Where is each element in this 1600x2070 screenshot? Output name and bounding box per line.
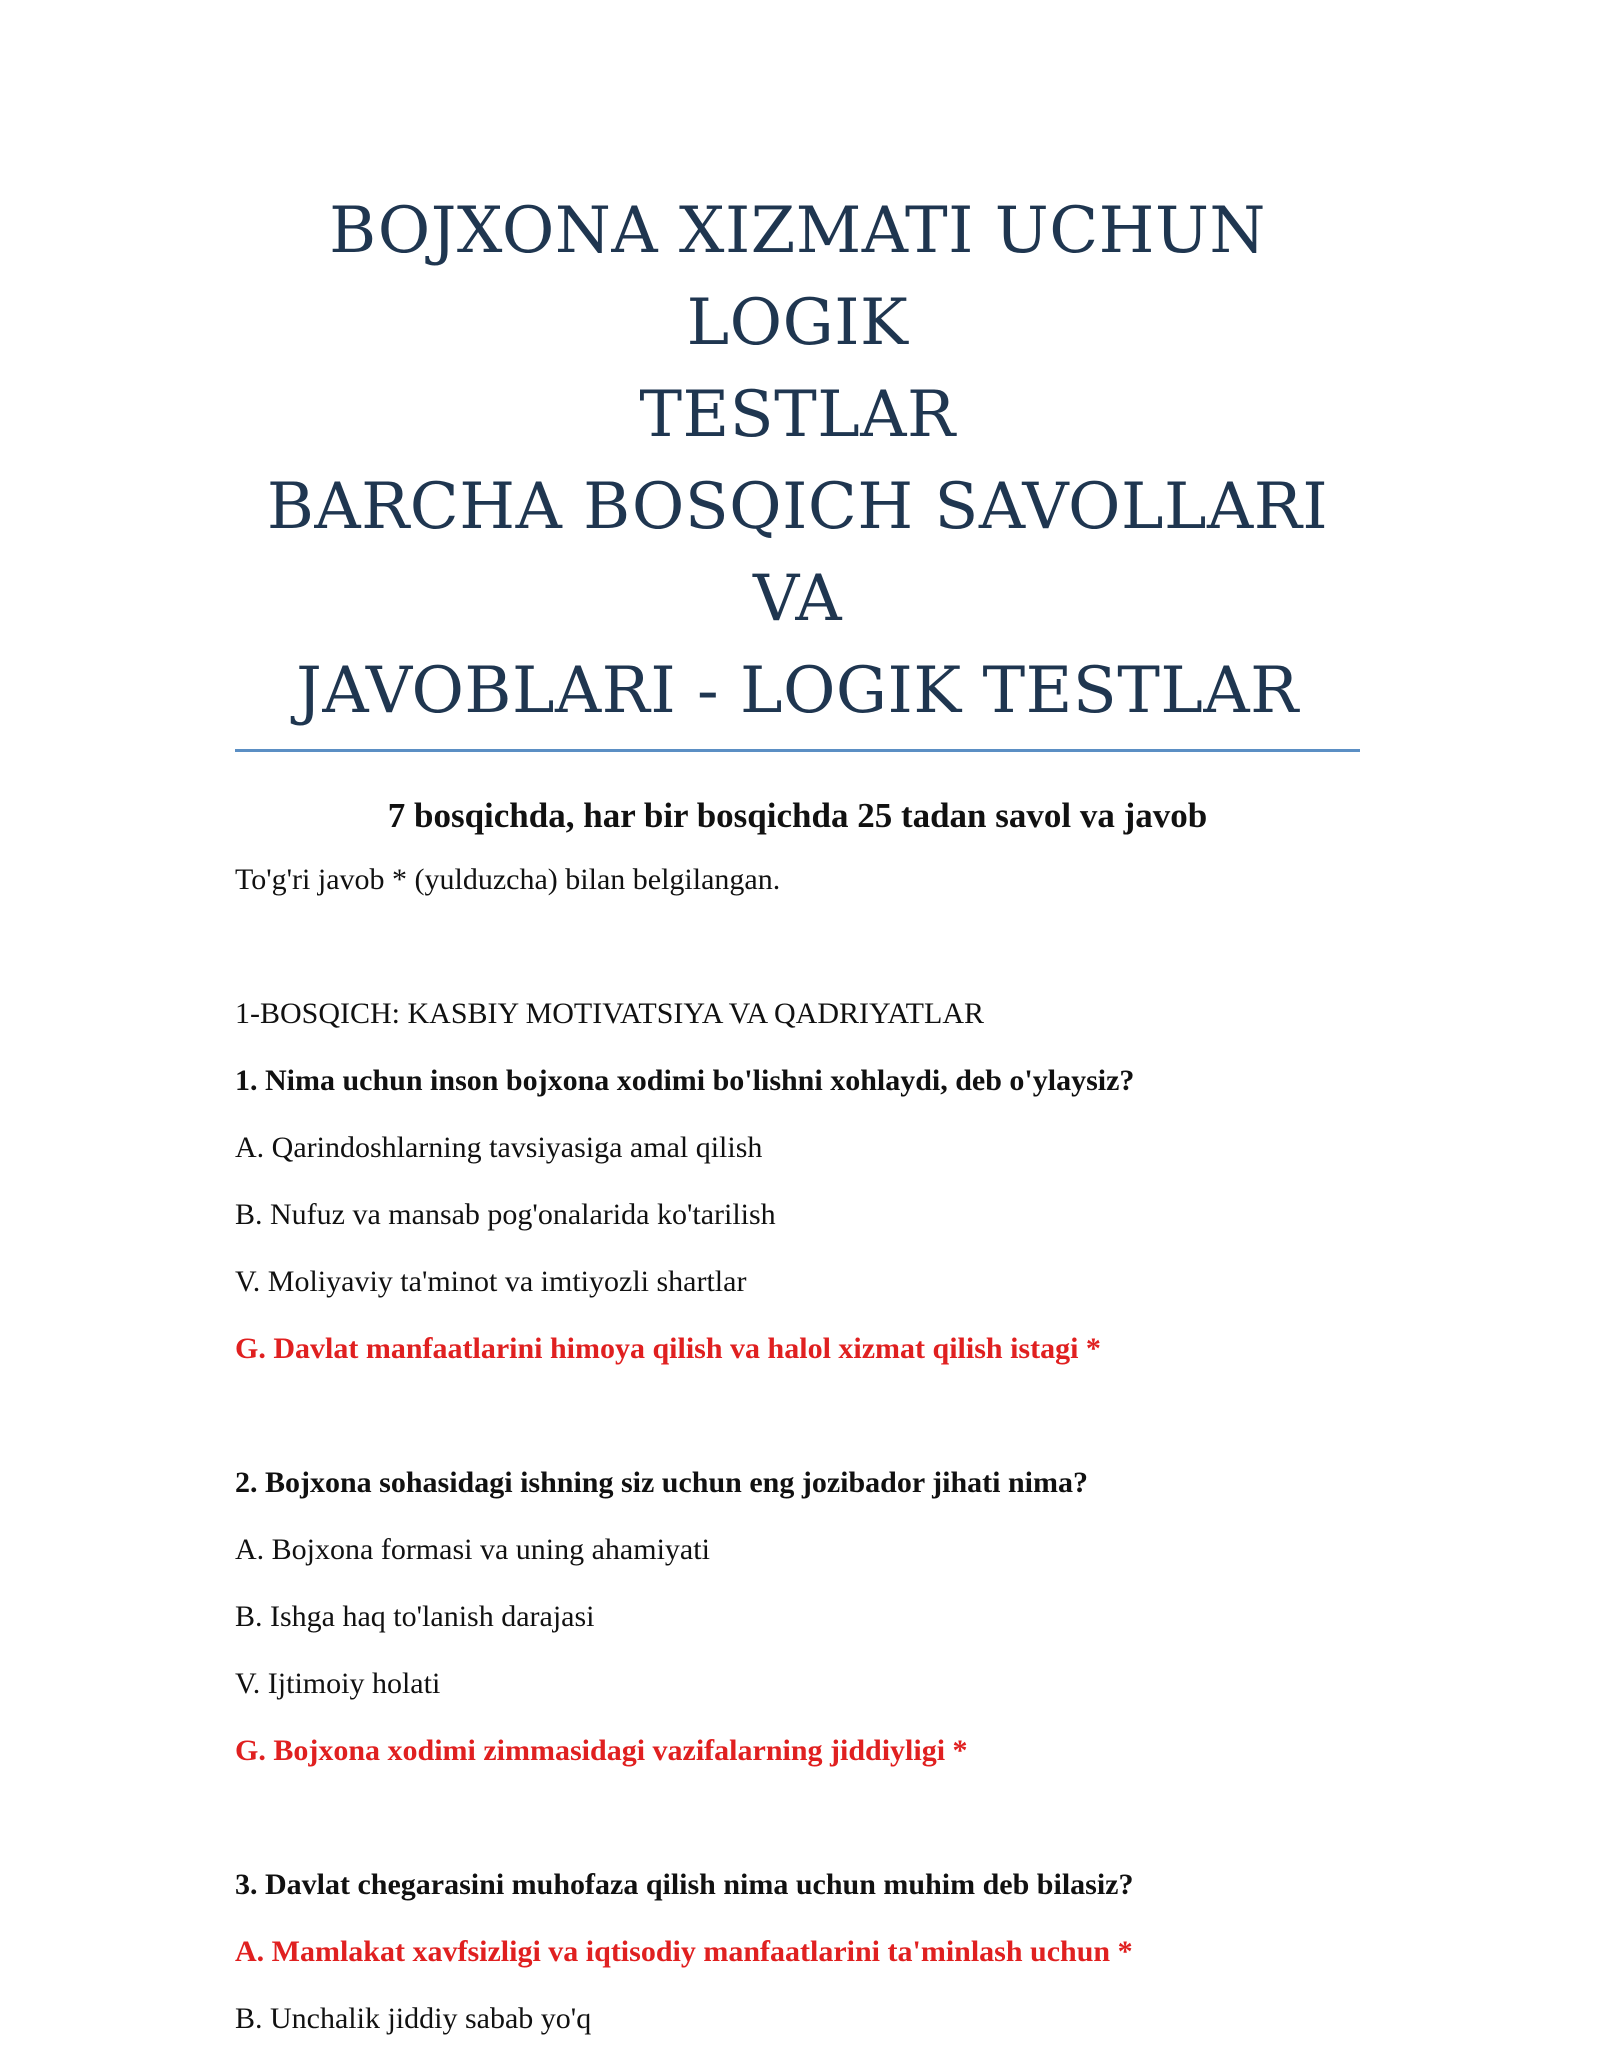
- title-line: JAVOBLARI - LOGIK TESTLAR: [296, 654, 1299, 728]
- title-line: BARCHA BOSQICH SAVOLLARI VA: [266, 470, 1329, 636]
- answer-option: G. Bojxona xodimi zimmasidagi vazifalarning jiddiyligi *: [235, 1734, 968, 1767]
- question-block: [235, 1061, 1360, 1369]
- question-text: 2. Bojxona sohasidagi ishning siz uchun eng jozibador jihati nima?: [235, 1466, 1088, 1499]
- answer-option: A. Bojxona formasi va uning ahamiyati: [235, 1533, 710, 1566]
- answer-option: V. Moliyaviy ta'minot va imtiyozli shartlar: [235, 1265, 747, 1298]
- section-heading: 1-BOSQICH: KASBIY MOTIVATSIYA VA QADRIYATLAR: [235, 997, 984, 1030]
- answer-option: B. Nufuz va mansab pog'onalarida ko'tarilish: [235, 1198, 776, 1231]
- title-underline: [235, 749, 1360, 752]
- answer-option: B. Ishga haq to'lanish darajasi: [235, 1600, 595, 1633]
- answer-option: V. Ijtimoiy holati: [235, 1667, 441, 1700]
- document-title: [235, 185, 1360, 737]
- question-text: 3. Davlat chegarasini muhofaza qilish nima uchun muhim deb bilasiz?: [235, 1868, 1134, 1901]
- answer-key-note: To'g'ri javob * (yulduzcha) bilan belgilangan.: [235, 863, 781, 896]
- question-block: [235, 1865, 1360, 2039]
- title-line: BOJXONA XIZMATI UCHUN LOGIK: [329, 194, 1266, 360]
- document-page: [235, 185, 1360, 2039]
- document-subtitle: 7 bosqichda, har bir bosqichda 25 tadan savol va javob: [387, 796, 1208, 835]
- title-line: TESTLAR: [639, 378, 956, 452]
- answer-option: B. Unchalik jiddiy sabab yo'q: [235, 2002, 592, 2035]
- answer-option: A. Mamlakat xavfsizligi va iqtisodiy manfaatlarini ta'minlash uchun *: [235, 1935, 1133, 1968]
- answer-option: A. Qarindoshlarning tavsiyasiga amal qilish: [235, 1131, 763, 1164]
- question-block: [235, 1463, 1360, 1771]
- answer-option: G. Davlat manfaatlarini himoya qilish va halol xizmat qilish istagi *: [235, 1332, 1101, 1365]
- question-text: 1. Nima uchun inson bojxona xodimi bo'lishni xohlaydi, deb o'ylaysiz?: [235, 1064, 1135, 1097]
